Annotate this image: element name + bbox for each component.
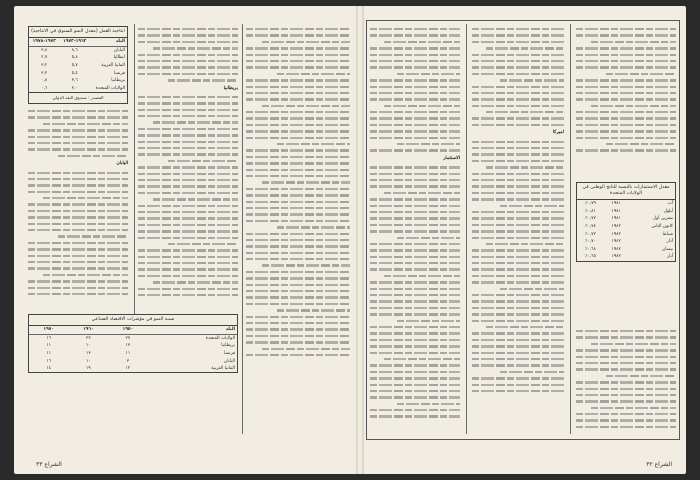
table-cell: ١٣ <box>85 350 91 356</box>
table-cell: آذار <box>666 239 673 245</box>
table-cell: بريطانيا <box>221 343 235 349</box>
table-caption: معدل الاستثمارات بالنسبة للناتج الوطني في الولايات المتحدة <box>577 183 675 200</box>
table-cell: ٣ <box>126 358 130 364</box>
table-row <box>29 54 127 62</box>
table-cell: ١٠ <box>85 358 91 364</box>
table-cell: ٢,٠ <box>71 85 78 91</box>
table-row <box>29 365 237 373</box>
table-cell: ٢,٧ <box>41 55 48 61</box>
table-caption: نسبة النمو في مؤشرات الاقتصاد الصناعي <box>29 315 237 326</box>
right-page-frame <box>366 20 680 440</box>
table-cell: تشرين أول <box>652 216 673 222</box>
table-cell: ٠,٧٢٪ <box>585 231 596 237</box>
table-cell: ١٤ <box>46 366 52 372</box>
subhead-britain: بريطانيا <box>223 85 238 91</box>
left-page <box>14 6 358 474</box>
table-header-cell: ١٩٥٠ <box>122 327 134 333</box>
table-cell: ٠,٨١٪ <box>585 208 596 214</box>
table-cell: ٢٢ <box>85 335 91 341</box>
table-cell: ١٩٨٢ <box>611 223 621 229</box>
table-cell: ١٩ <box>85 366 91 372</box>
table-cell: المانيا الغربية <box>211 366 235 372</box>
table-cell: شباط <box>662 231 673 237</box>
table-cell: ١١ <box>46 350 52 356</box>
magazine-spread <box>14 6 686 474</box>
table-row <box>29 334 237 342</box>
table-cell: ٣,٦ <box>71 78 78 84</box>
table-cell: ١٣ <box>125 343 131 349</box>
table-cell: المانيا الغربية <box>101 62 125 68</box>
table-cell: آب <box>667 201 673 207</box>
table-cell: ١٩٨٢ <box>611 231 621 237</box>
table-row <box>29 77 127 85</box>
growth-rates-table <box>28 314 238 373</box>
table-cell: ٥,٨ <box>71 55 78 61</box>
left-page-column-1 <box>246 24 350 434</box>
table-header-cell: البلد <box>225 327 235 333</box>
table-cell: ٠,٦٨٪ <box>585 246 596 252</box>
table-cell: ٥,٤ <box>71 70 78 76</box>
table-cell: ١١ <box>46 343 52 349</box>
table-cell: ١٠ <box>85 343 91 349</box>
table-cell: ٨,٦ <box>71 47 78 53</box>
table-header-cell: ١٩٧٣-١٩٧٨ <box>32 39 56 45</box>
table-cell: ٠,٧٧٪ <box>585 216 596 222</box>
column-rule <box>242 24 243 434</box>
table-cell: أيار <box>667 254 673 260</box>
table-cell: ١٩٨١ <box>611 216 621 222</box>
table-cell: الولايات المتحدة <box>205 335 235 341</box>
table-cell: ١٩٨٢ <box>611 246 621 252</box>
table-cell: نيسان <box>661 246 673 252</box>
productivity-growth-table <box>28 26 128 104</box>
table-cell: بريطانيا <box>111 78 125 84</box>
table-cell: كانون الثاني <box>651 223 673 229</box>
table-cell: ٠,٦ <box>41 85 48 91</box>
table-cell: ٠,٧٠٪ <box>585 239 596 245</box>
table-row <box>29 84 127 92</box>
table-cell: ١١ <box>125 350 131 356</box>
table-cell: فرنسا <box>224 350 235 356</box>
table-row <box>29 62 127 70</box>
table-cell: ٣,٨ <box>41 47 48 53</box>
table-cell: ١٦ <box>46 358 52 364</box>
subhead-america: اميركا <box>552 130 564 136</box>
table-cell: ٠,٨ <box>41 78 48 84</box>
table-header-cell: ١٩٦٠ <box>82 327 94 333</box>
left-page-column-2 <box>138 24 238 320</box>
table-row <box>29 342 237 350</box>
table-caption: انتاجية العمل (معدل النمو السنوي في الانتاجية) <box>29 27 127 38</box>
table-cell: ١٩٨٢ <box>611 239 621 245</box>
table-cell: اليابان <box>223 358 235 364</box>
table-header-row <box>29 38 127 46</box>
table-cell: ٣,٢ <box>41 62 48 68</box>
table-row <box>29 69 127 77</box>
table-cell: ٣,٢ <box>41 70 48 76</box>
page-number-right: الشراع ٣٢ <box>646 461 672 468</box>
table-header-cell: ١٩٦٢-١٩٧٣ <box>63 39 87 45</box>
table-cell: ٠,٦٥٪ <box>585 254 596 260</box>
table-cell: ١٩٨٢ <box>611 254 621 260</box>
right-page <box>362 6 686 474</box>
table-cell: ١٩٨١ <box>611 201 621 207</box>
table-source-note: المصدر : صندوق النقد الدولي <box>29 92 127 103</box>
table-cell: أيلول <box>663 208 673 214</box>
table-header-row <box>29 326 237 334</box>
table-cell: الولايات المتحدة <box>95 85 125 91</box>
table-header-cell: البلد <box>115 39 125 45</box>
table-cell: ٢٧ <box>125 335 131 341</box>
left-page-column-3 <box>28 106 128 302</box>
table-cell: ٠,٧٤٪ <box>585 223 596 229</box>
table-cell: ٠,٧٩٪ <box>585 201 596 207</box>
table-cell: ١٢ <box>125 366 131 372</box>
table-row <box>29 46 127 54</box>
table-cell: ايطاليا <box>113 55 125 61</box>
table-row <box>29 357 237 365</box>
table-cell: ١٩٨١ <box>611 208 621 214</box>
subhead-investment: الاستثمار <box>443 155 460 161</box>
table-cell: ٥,٧ <box>71 62 78 68</box>
table-cell: فرنسا <box>114 70 125 76</box>
table-cell: ١٦ <box>46 335 52 341</box>
table-header-cell: ١٩٧٠ <box>43 327 55 333</box>
column-rule <box>134 24 135 320</box>
subhead-japan: اليابان <box>116 161 128 167</box>
table-row <box>29 350 237 358</box>
page-number-left: الشراع ٣٣ <box>36 461 62 468</box>
table-cell: اليابان <box>113 47 125 53</box>
